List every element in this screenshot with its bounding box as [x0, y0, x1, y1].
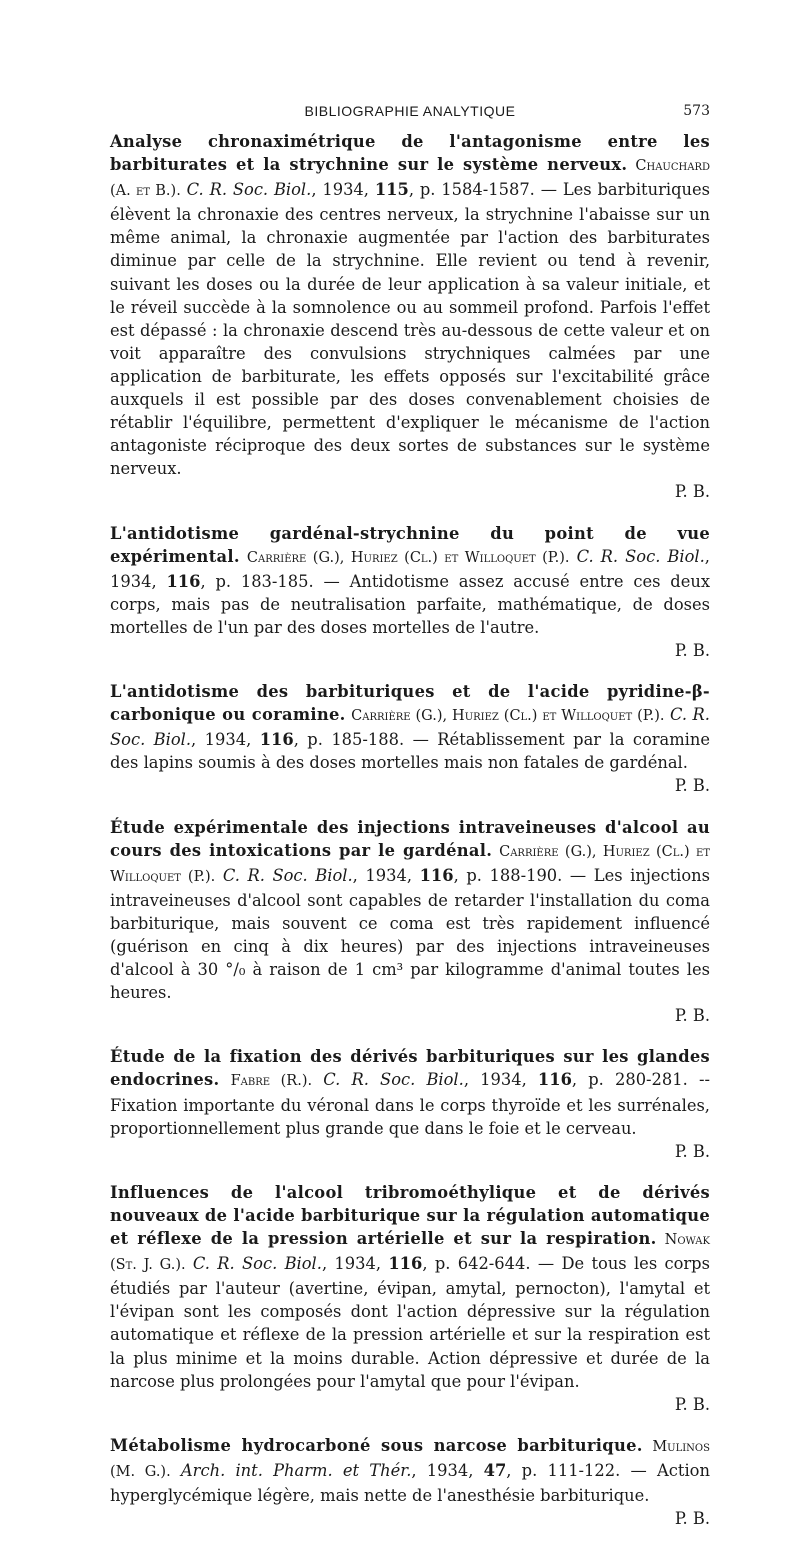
entry-journal: C. R. Soc. Biol. [186, 180, 312, 200]
entry-pages: p. 185-188. [307, 730, 405, 750]
entry-year: 1934 [110, 571, 152, 591]
entry-year: 1934 [204, 730, 247, 750]
entry-volume: 116 [388, 1254, 423, 1274]
entry-abstract: -- Fixation importante du véronal dans le corps thyroïde et les surrénales, proportionnellement plus grande que dans le foie et le cerveau. [110, 1070, 710, 1138]
entry-title: L'antidotisme gardénal-strychnine du point de vue expérimental. [110, 523, 710, 566]
entry-year: 1934 [334, 1254, 376, 1274]
entry-year: 1934 [365, 865, 407, 885]
entry-volume: 116 [537, 1070, 572, 1090]
entry-year: 1934 [426, 1460, 469, 1480]
entry-title: Étude expérimentale des injections intraveineuses d'alcool au cours des intoxications par le gardénal. [110, 817, 710, 860]
entry-journal: C. R. Soc. Biol. [323, 1070, 464, 1090]
entry-volume: 47 [483, 1460, 507, 1480]
entry-authors: Carrière (G.), Huriez (Cl.) et Willoquet (P.). [351, 708, 665, 725]
entry-abstract: — Action hyperglycémique légère, mais nette de l'anesthésie barbiturique. [110, 1460, 710, 1505]
entry-journal: C. R. Soc. Biol. [222, 865, 353, 885]
bibliography-entries [110, 130, 710, 1548]
entry-abstract: — Antidotisme assez accusé entre ces deux corps, mais pas de neutralisation parfaite, mathématique, de doses mortelles de l'un par des doses mortelles de l'autre. [110, 571, 711, 637]
entry-abstract: — De tous les corps étudiés par l'auteur (avertine, évipan, amytal, pernocton), l'amytal et l'évipan sont les composés dont l'action dépressive sur la régulation automatique et réflexe de la pression artérielle et sur la respiration est la plus minime et la moins durable. Action dépressive et durée de la narcose plus prolongées pour l'amytal que pour l'évipan. [110, 1254, 710, 1391]
entry-journal: C. R. Soc. Biol. [576, 546, 705, 566]
entry-signature: P. B. [674, 1394, 710, 1414]
page-header [110, 103, 710, 123]
entry-authors: Carrière (G.), Huriez (Cl.) et Willoquet (P.). [246, 549, 570, 566]
page-number: 573 [683, 103, 710, 119]
entry-abstract: — Les barbituriques élèvent la chronaxie des centres nerveux, la strychnine l'abaisse sur un même animal, la chronaxie augmentée par l'action des barbiturates diminue par celle de la strychnine. Elle revient ou tend à revenir, suivant les doses ou la durée de leur application à sa valeur initiale, et le réveil succède à la somnolence ou au sommeil profond. Parfois l'effet est dépassé : la chronaxie descend très au-dessous de cette valeur et on voit apparaître des convulsions strychniques calmées par une application de barbiturate, les effets opposés sur l'excitabilité grâce auxquels il est possible par des doses convenablement choisies de rétablir l'équilibre, permettent d'expliquer le mécanisme de l'action antagoniste réciproque des deux sortes de substances sur le système nerveux. [110, 180, 710, 479]
bibliography-entry: Analyse chronaximétrique de l'antagonisme entre les barbiturates et la strychnine sur le système nerveux. Chauchard (A. et B.). C. R. Soc. Biol., 1934, 115, p. 1584-1587. — Les barbituriques élèvent la chronaxie des centres nerveux, la strychnine l'abaisse sur un même animal, la chronaxie augmentée par l'action des barbiturates diminue par celle de la strychnine. Elle revient ou tend à revenir, suivant les doses ou la durée de leur application à sa valeur initiale, et le réveil succède à la somnolence ou au sommeil profond. Parfois l'effet est dépassé : la chronaxie descend très au-dessous de cette valeur et on voit apparaître des convulsions strychniques calmées par une application de barbiturate, les effets opposés sur l'excitabilité grâce auxquels il est possible par des doses convenablement choisies de rétablir l'équilibre, permettent d'expliquer le mécanisme de l'action antagoniste réciproque des deux sortes de substances sur le système nerveux. P. B. [110, 132, 710, 502]
entry-volume: 116 [259, 730, 294, 750]
entry-journal: Arch. int. Pharm. et Thér. [180, 1460, 412, 1480]
entry-signature: P. B. [674, 1006, 710, 1026]
entry-pages: p. 1584-1587. [419, 180, 535, 200]
entry-authors: Nowak (St. J. G.). [110, 1232, 710, 1274]
entry-abstract: — Les injections intraveineuses d'alcool sont capables de retarder l'installation du coma barbiturique, mais souvent ce coma est très rapidement influencé (guérison en cinq à dix heures) par des injections intraveineuses d'alcool à 30 °/₀ à raison de 1 cm³ par kilogramme d'animal toutes les heures. [110, 865, 711, 1003]
entry-year: 1934 [480, 1070, 522, 1090]
entry-title: L'antidotisme des barbituriques et de l'acide pyridine-β-carbonique ou coramine. [110, 682, 710, 725]
entry-title: Influences de l'alcool tribromoéthylique et de dérivés nouveaux de l'acide barbiturique sur la régulation automatique et réflexe de la pression artérielle et sur la respiration. [110, 1182, 710, 1249]
entry-authors: Mulinos (M. G.). [110, 1438, 710, 1480]
bibliography-entry: Étude de la fixation des dérivés barbituriques sur les glandes endocrines. Fabre (R.). C. R. Soc. Biol., 1934, 116, p. 280-281. -- Fixation importante du véronal dans le corps thyroïde et les surrénales, proportionnellement plus grande que dans le foie et le cerveau. P. B. [110, 1047, 710, 1161]
entry-authors: Chauchard (A. et B.). [110, 158, 710, 200]
entry-volume: 115 [374, 180, 409, 200]
entry-volume: 116 [419, 865, 454, 885]
running-title: BIBLIOGRAPHIE ANALYTIQUE [304, 103, 516, 119]
entry-journal: C. R. Soc. Biol. [192, 1254, 322, 1274]
bibliography-entry: Influences de l'alcool tribromoéthylique et de dérivés nouveaux de l'acide barbiturique sur la régulation automatique et réflexe de la pression artérielle et sur la respiration. Nowak (St. J. G.). C. R. Soc. Biol., 1934, 116, p. 642-644. — De tous les corps étudiés par l'auteur (avertine, évipan, amytal, pernocton), l'amytal et l'évipan sont les composés dont l'action dépressive sur la régulation automatique et réflexe de la pression artérielle et sur la respiration est la plus minime et la moins durable. Action dépressive et durée de la narcose plus prolongées pour l'amytal que pour l'évipan. P. B. [110, 1182, 710, 1414]
entry-journal: C. R. Soc. Biol. [110, 705, 710, 750]
entry-abstract: — Rétablissement par la coramine des lapins soumis à des doses mortelles mais non fatales de gardénal. [110, 730, 711, 773]
entry-title: Analyse chronaximétrique de l'antagonisme entre les barbiturates et la strychnine sur le système nerveux. [110, 132, 710, 175]
entry-pages: p. 188-190. [466, 865, 563, 885]
entry-title: Étude de la fixation des dérivés barbituriques sur les glandes endocrines. [110, 1047, 710, 1090]
entry-volume: 116 [166, 571, 201, 591]
bibliography-entry: L'antidotisme gardénal-strychnine du point de vue expérimental. Carrière (G.), Huriez (Cl.) et Willoquet (P.). C. R. Soc. Biol., 1934, 116, p. 183-185. — Antidotisme assez accusé entre ces deux corps, mais pas de neutralisation parfaite, mathématique, de doses mortelles de l'un par des doses mortelles de l'autre. P. B. [110, 523, 711, 660]
entry-pages: p. 280-281. [588, 1070, 688, 1090]
bibliography-entry: Métabolisme hydrocarboné sous narcose barbiturique. Mulinos (M. G.). Arch. int. Pharm. et Thér., 1934, 47, p. 111-122. — Action hyperglycémique légère, mais nette de l'anesthésie barbiturique. P. B. [110, 1435, 710, 1529]
entry-authors: Fabre (R.). [230, 1073, 313, 1090]
entry-signature: P. B. [674, 776, 710, 796]
entry-signature: P. B. [674, 1509, 710, 1529]
entry-year: 1934 [322, 180, 364, 200]
entry-pages: p. 111-122. [521, 1460, 621, 1480]
entry-title: Métabolisme hydrocarboné sous narcose barbiturique. [110, 1435, 643, 1455]
entry-authors: Carrière (G.), Huriez (Cl.) et Willoquet (P.). [110, 843, 710, 885]
bibliography-entry: L'antidotisme des barbituriques et de l'acide pyridine-β-carbonique ou coramine. Carrière (G.), Huriez (Cl.) et Willoquet (P.). C. R. Soc. Biol., 1934, 116, p. 185-188. — Rétablissement par la coramine des lapins soumis à des doses mortelles mais non fatales de gardénal. P. B. [110, 682, 711, 796]
entry-signature: P. B. [674, 1141, 710, 1161]
entry-signature: P. B. [674, 482, 710, 502]
entry-signature: P. B. [674, 640, 710, 660]
bibliography-entry: Étude expérimentale des injections intraveineuses d'alcool au cours des intoxications par le gardénal. Carrière (G.), Huriez (Cl.) et Willoquet (P.). C. R. Soc. Biol., 1934, 116, p. 188-190. — Les injections intraveineuses d'alcool sont capables de retarder l'installation du coma barbiturique, mais souvent ce coma est très rapidement influencé (guérison en cinq à dix heures) par des injections intraveineuses d'alcool à 30 °/₀ à raison de 1 cm³ par kilogramme d'animal toutes les heures. P. B. [110, 817, 711, 1026]
entry-pages: p. 642-644. [434, 1254, 531, 1274]
entry-pages: p. 183-185. [215, 571, 314, 591]
